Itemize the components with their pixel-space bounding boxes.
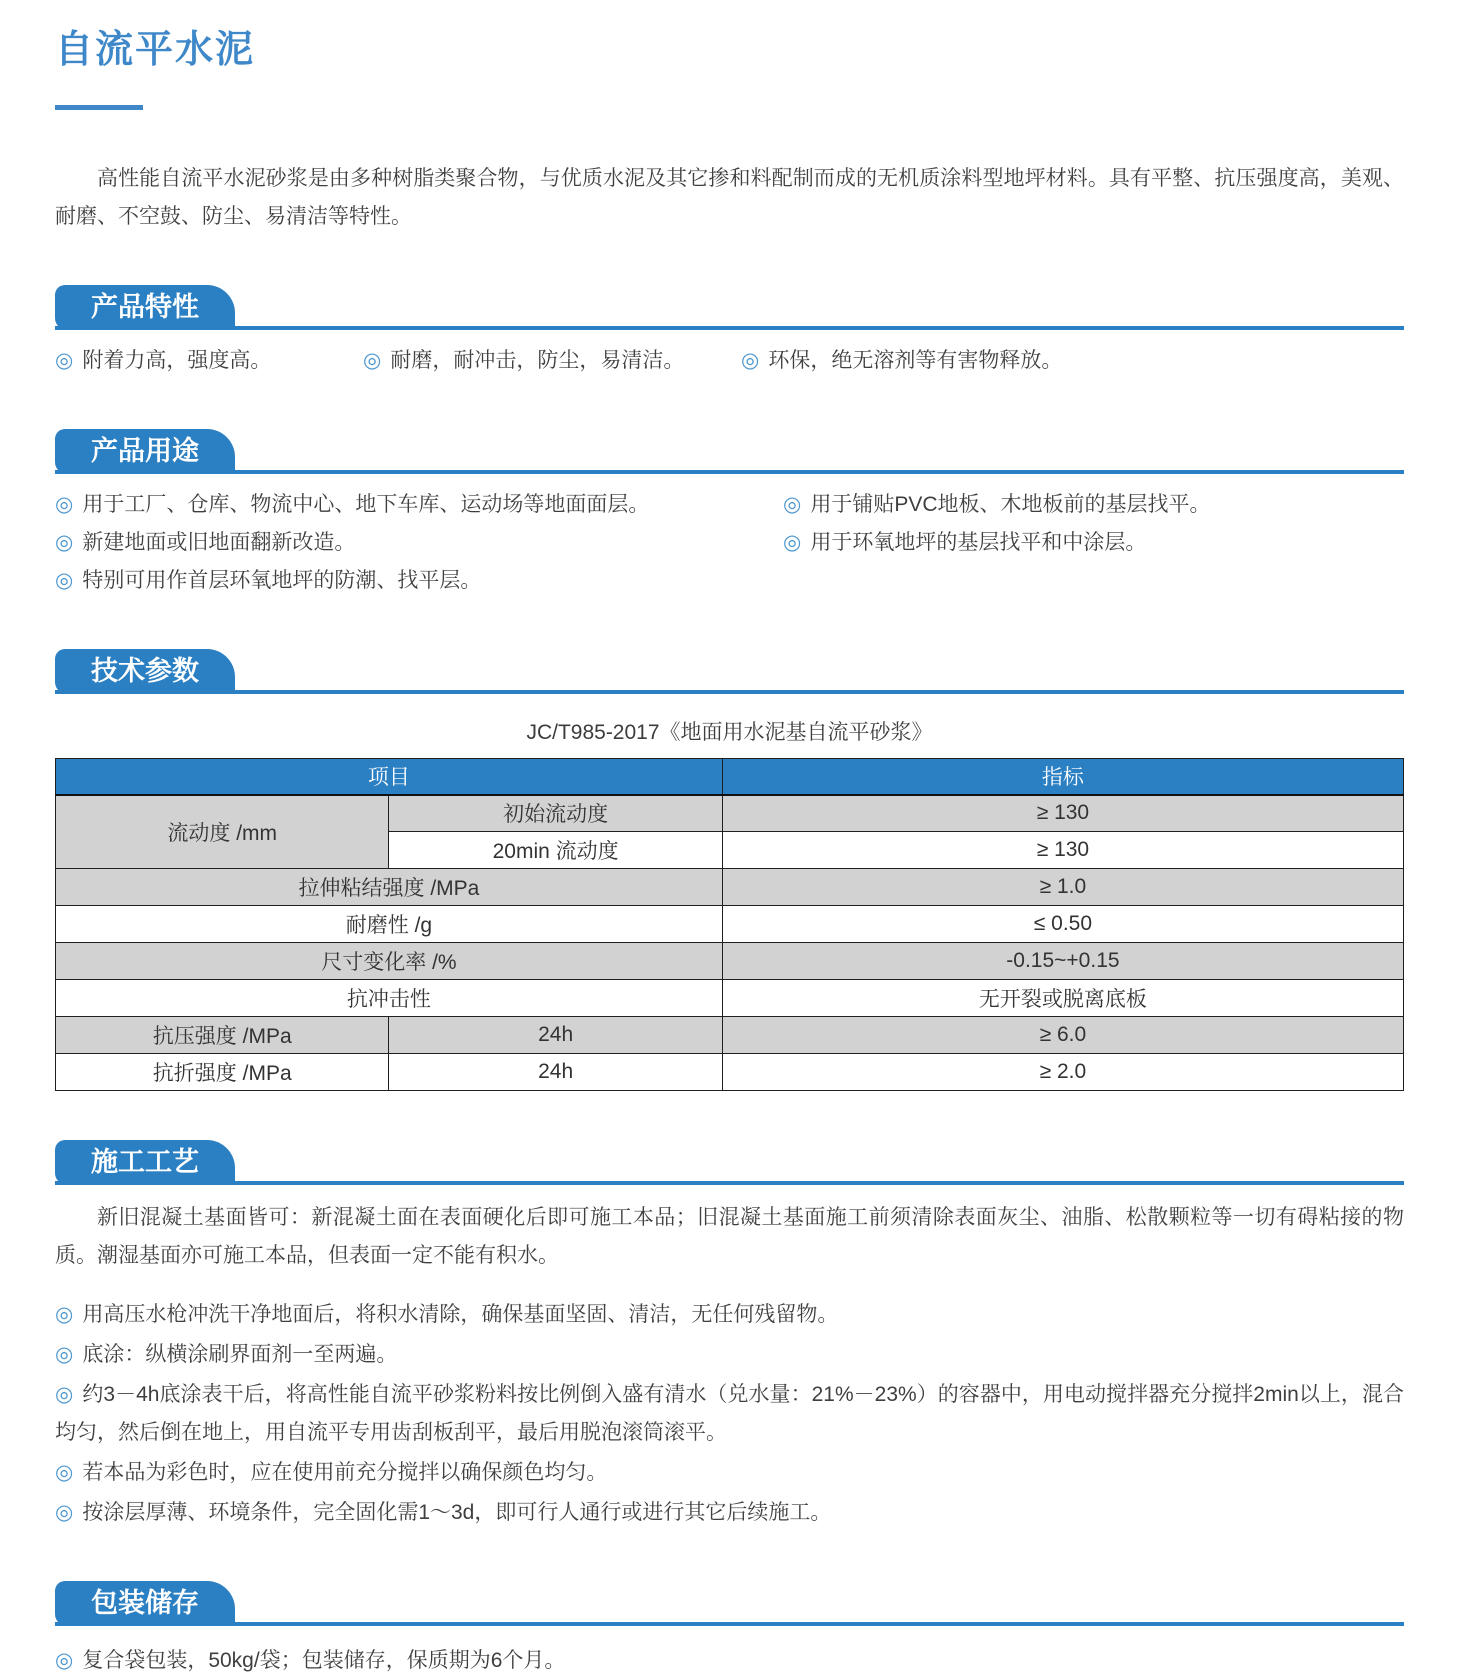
table-cell-flexural: 抗折强度 /MPa: [56, 1054, 389, 1091]
section-process-header: [55, 1137, 1404, 1185]
list-item: [783, 486, 1404, 524]
list-item: [55, 1642, 1404, 1680]
list-item: [55, 486, 783, 524]
table-header-item: 项目: [56, 759, 723, 795]
list-item: [55, 342, 363, 380]
section-features-header: [55, 282, 1404, 330]
list-item: [55, 562, 783, 600]
table-row: [56, 980, 1404, 1017]
table-header-index: 指标: [722, 759, 1403, 795]
bullet-icon: ◎: [783, 531, 802, 554]
section-heading-badge: 产品特性: [55, 285, 235, 330]
list-item-text: 用高压水枪冲洗干净地面后，将积水清除，确保基面坚固、清洁，无任何残留物。: [82, 1303, 839, 1326]
table-row: [56, 906, 1404, 943]
list-item: [55, 1336, 1404, 1374]
list-item-text: 若本品为彩色时，应在使用前充分搅拌以确保颜色均匀。: [82, 1461, 608, 1484]
table-caption: JC/T985-2017《地面用水泥基自流平砂浆》: [526, 721, 933, 744]
list-item-text: 按涂层厚薄、环境条件，完全固化需1～3d，即可行人通行或进行其它后续施工。: [82, 1501, 832, 1524]
table-cell-compressive-value: ≥ 6.0: [722, 1017, 1403, 1054]
table-cell-20min-flow: 20min 流动度: [389, 832, 722, 869]
table-row: [56, 1017, 1404, 1054]
list-item: [55, 1494, 1404, 1532]
section-features: [55, 282, 1404, 380]
list-item: [55, 1376, 1404, 1452]
list-item: [363, 342, 741, 380]
uses-right-column: [783, 486, 1404, 600]
section-underline: [55, 1622, 1404, 1626]
bullet-icon: ◎: [363, 349, 382, 372]
section-uses-header: [55, 426, 1404, 474]
table-cell-initial-flow-value: ≥ 130: [722, 795, 1403, 832]
table-cell-impact: 抗冲击性: [56, 980, 723, 1017]
list-item: [55, 1454, 1404, 1492]
list-item-text: 复合袋包装，50kg/袋；包装储存，保质期为6个月。: [82, 1649, 566, 1672]
bullet-icon: ◎: [741, 349, 760, 372]
bullet-icon: ◎: [55, 1343, 74, 1366]
intro-paragraph: 高性能自流平水泥砂浆是由多种树脂类聚合物，与优质水泥及其它掺和料配制而成的无机质涂料型地坪材料。具有平整、抗压强度高，美观、耐磨、不空鼓、防尘、易清洁等特性。: [55, 167, 1404, 228]
table-row: [56, 943, 1404, 980]
bullet-icon: ◎: [783, 493, 802, 516]
list-item-text: 耐磨，耐冲击，防尘，易清洁。: [390, 349, 685, 372]
list-item: [55, 1296, 1404, 1334]
table-row: [56, 795, 1404, 832]
list-item-text: 新建地面或旧地面翻新改造。: [82, 531, 356, 554]
section-underline: [55, 326, 1404, 330]
uses-list: [55, 486, 1404, 600]
bullet-icon: ◎: [55, 1303, 74, 1326]
table-cell-initial-flow: 初始流动度: [389, 795, 722, 832]
section-underline: [55, 470, 1404, 474]
bullet-icon: ◎: [55, 531, 74, 554]
title-underline: [55, 105, 143, 110]
section-heading-badge: 产品用途: [55, 429, 235, 474]
section-underline: [55, 1181, 1404, 1185]
section-process: [55, 1137, 1404, 1532]
list-item: [741, 342, 1404, 380]
table-cell-abrasion-value: ≤ 0.50: [722, 906, 1403, 943]
process-list: [55, 1296, 1404, 1532]
process-intro-paragraph: 新旧混凝土基面皆可：新混凝土面在表面硬化后即可施工本品；旧混凝土基面施工前须清除表面灰尘、油脂、松散颗粒等一切有碍粘接的物质。潮湿基面亦可施工本品，但表面一定不能有积水。: [55, 1206, 1404, 1267]
tech-spec-table: [55, 758, 1404, 1091]
bullet-icon: ◎: [55, 1649, 74, 1672]
bullet-icon: ◎: [55, 1461, 74, 1484]
section-underline: [55, 690, 1404, 694]
section-uses: [55, 426, 1404, 600]
list-item-text: 用于铺贴PVC地板、木地板前的基层找平。: [810, 493, 1211, 516]
table-cell-compressive-time: 24h: [389, 1017, 722, 1054]
list-item-text: 底涂：纵横涂刷界面剂一至两遍。: [82, 1343, 398, 1366]
section-heading-badge: 包装储存: [55, 1581, 235, 1626]
bullet-icon: ◎: [55, 493, 74, 516]
bullet-icon: ◎: [55, 1383, 74, 1406]
list-item-text: 特别可用作首层环氧地坪的防潮、找平层。: [82, 569, 482, 592]
table-cell-flexural-value: ≥ 2.0: [722, 1054, 1403, 1091]
list-item: [783, 524, 1404, 562]
section-packaging-header: [55, 1578, 1404, 1626]
list-item-text: 附着力高，强度高。: [82, 349, 272, 372]
table-cell-flow-label: 流动度 /mm: [56, 795, 389, 869]
list-item-text: 环保，绝无溶剂等有害物释放。: [768, 349, 1063, 372]
bullet-icon: ◎: [55, 349, 74, 372]
list-item-text: 用于环氧地坪的基层找平和中涂层。: [810, 531, 1147, 554]
section-tech: [55, 646, 1404, 1091]
table-row: [56, 1054, 1404, 1091]
page-title: 自流平水泥: [55, 29, 256, 71]
table-cell-20min-flow-value: ≥ 130: [722, 832, 1403, 869]
list-item-text: 用于工厂、仓库、物流中心、地下车库、运动场等地面面层。: [82, 493, 650, 516]
table-cell-dimension-change-value: -0.15~+0.15: [722, 943, 1403, 980]
section-heading-badge: 技术参数: [55, 649, 235, 694]
table-cell-tensile-bond: 拉伸粘结强度 /MPa: [56, 869, 723, 906]
uses-left-column: [55, 486, 783, 600]
features-list: [55, 342, 1404, 380]
table-cell-compressive: 抗压强度 /MPa: [56, 1017, 389, 1054]
table-cell-tensile-bond-value: ≥ 1.0: [722, 869, 1403, 906]
table-header-row: [56, 759, 1404, 795]
section-heading-badge: 施工工艺: [55, 1140, 235, 1185]
packaging-list: [55, 1642, 1404, 1680]
list-item: [55, 524, 783, 562]
table-cell-abrasion: 耐磨性 /g: [56, 906, 723, 943]
section-tech-header: [55, 646, 1404, 694]
table-cell-flexural-time: 24h: [389, 1054, 722, 1091]
bullet-icon: ◎: [55, 1501, 74, 1524]
bullet-icon: ◎: [55, 569, 74, 592]
list-item-text: 约3－4h底涂表干后，将高性能自流平砂浆粉料按比例倒入盛有清水（兑水量：21%－23%）的容器中，用电动搅拌器充分搅拌2min以上，混合均匀，然后倒在地上，用自流平专用齿刮板刮平，最后用脱泡滚筒滚平。: [55, 1383, 1404, 1444]
table-cell-impact-value: 无开裂或脱离底板: [722, 980, 1403, 1017]
section-packaging: [55, 1578, 1404, 1680]
table-row: [56, 869, 1404, 906]
table-cell-dimension-change: 尺寸变化率 /%: [56, 943, 723, 980]
